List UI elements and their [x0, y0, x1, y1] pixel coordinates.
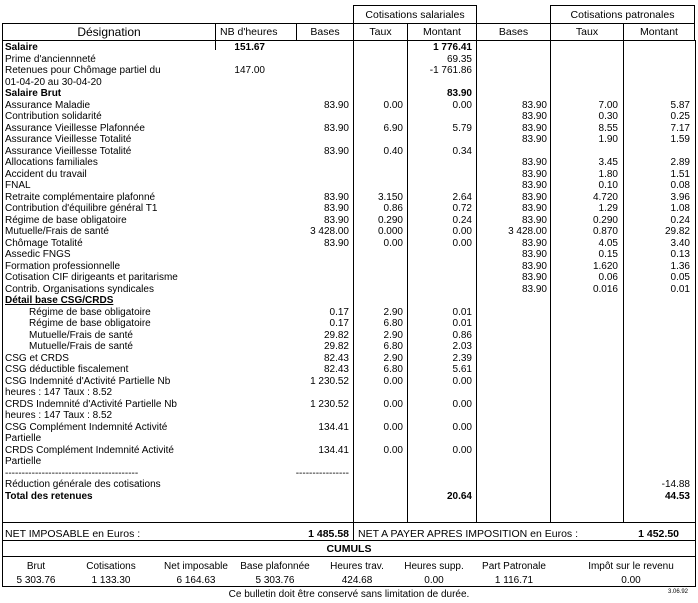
- cumuls-bottom-line: [2, 586, 696, 587]
- row-value-ts: 0.40: [383, 145, 403, 157]
- cumuls-value: 1 133.30: [91, 575, 131, 586]
- net-imposable-value: 1 485.58: [308, 528, 349, 540]
- row-label: Régime de base obligatoire: [29, 306, 151, 318]
- row-value-b: 82.43: [323, 352, 349, 364]
- row-value-ms: 83.90: [446, 88, 472, 99]
- row-value-mp: 29.82: [664, 226, 690, 237]
- row-label: CSG Complément Indemnité Activité: [5, 421, 168, 433]
- row-label: Salaire: [5, 42, 38, 53]
- cumuls-value: 424.68: [341, 575, 373, 586]
- row-value-tp: 1.620: [592, 260, 618, 272]
- cumuls-header: Brut: [26, 561, 46, 572]
- row-value-tp: 0.30: [598, 111, 618, 122]
- net-imposable-label: NET IMPOSABLE en Euros :: [5, 528, 141, 540]
- row-value-bp: 83.90: [521, 122, 547, 134]
- row-value-nb: 147.00: [234, 65, 265, 76]
- row-value-bp: 83.90: [521, 134, 547, 145]
- row-value-b: 83.90: [323, 99, 349, 111]
- row-label: Salaire Brut: [5, 88, 62, 99]
- row-label: Partielle: [5, 456, 42, 467]
- row-value-bp: 83.90: [521, 283, 547, 295]
- row-value-tp: 0.016: [592, 283, 618, 295]
- row-value-tp: 0.870: [592, 226, 618, 237]
- row-value-bp: 83.90: [521, 272, 547, 283]
- row-value-b: 134.41: [318, 421, 349, 433]
- net-bottom-line: [2, 540, 696, 541]
- row-value-ms: 0.34: [452, 145, 472, 157]
- row-value-bp: 83.90: [521, 180, 547, 191]
- row-value-b: 3 428.00: [310, 226, 349, 237]
- taux-pat-label: Taux: [575, 26, 599, 38]
- row-label: Retenues pour Chômage partiel du: [5, 65, 161, 76]
- row-value-ms: 0.00: [452, 226, 472, 237]
- row-value-ts: 0.00: [383, 99, 403, 111]
- header-cot-pat-group: [550, 5, 695, 24]
- header-taux-pat: [550, 23, 624, 41]
- cumuls-value: 6 164.63: [176, 575, 216, 586]
- row-value-b: 83.90: [323, 203, 349, 214]
- bases-label: Bases: [310, 26, 340, 38]
- cumuls-header: Heures supp.: [404, 561, 464, 572]
- row-value-ts: 2.90: [383, 329, 403, 341]
- row-value-bp: 83.90: [521, 203, 547, 214]
- row-label: Détail base CSG/CRDS: [5, 295, 114, 306]
- row-label: Cotisation CIF dirigeants et paritarisme: [5, 272, 178, 283]
- row-label: CSG déductible fiscalement: [5, 364, 129, 375]
- frame-right: [695, 40, 696, 523]
- cumuls-value: 0.00: [621, 575, 641, 586]
- row-value-ts: 0.00: [383, 237, 403, 249]
- row-value-ms: 2.39: [452, 352, 472, 364]
- row-label: CRDS Indemnité d'Activité Partielle Nb: [5, 398, 177, 410]
- col-divider-2: [353, 40, 354, 523]
- cumuls-title: CUMULS: [326, 543, 372, 555]
- row-value-mp: 1.51: [670, 168, 690, 180]
- row-value-tp: 0.10: [598, 180, 618, 191]
- montant-pat-label: Montant: [640, 26, 678, 38]
- row-value-tp: 4.05: [598, 237, 618, 249]
- cumuls-value: 5 303.76: [255, 575, 295, 586]
- row-label: Mutuelle/Frais de santé: [29, 341, 133, 352]
- header-bases: [296, 23, 354, 41]
- row-value-ts: 0.00: [383, 398, 403, 410]
- row-value-b: 83.90: [323, 237, 349, 249]
- cumuls-value: 0.00: [424, 575, 444, 586]
- row-value-mp: 0.05: [670, 272, 690, 283]
- row-label: FNAL: [5, 180, 31, 191]
- header-designation: [2, 23, 216, 41]
- row-value-tp: 0.06: [598, 272, 618, 283]
- cot-sal-group-label: Cotisations salariales: [365, 8, 465, 21]
- row-value-ms: 69.35: [446, 53, 472, 65]
- row-value-b: 83.90: [323, 191, 349, 203]
- row-label: Prime d'anciennneté: [5, 53, 96, 65]
- col-divider-1: [215, 40, 216, 50]
- cumuls-header: Part Patronale: [482, 561, 546, 572]
- row-label: Assurance Maladie: [5, 99, 91, 111]
- row-value-tp: 1.29: [598, 203, 618, 214]
- row-value-b: 0.17: [329, 306, 349, 318]
- row-label: Contribution solidarité: [5, 111, 102, 122]
- row-value-ms: 0.00: [452, 421, 472, 433]
- row-value-tp: 0.15: [598, 249, 618, 260]
- row-value-ts: 0.86: [383, 203, 403, 214]
- row-value-ts: 3.150: [377, 191, 403, 203]
- col-divider-6: [623, 40, 624, 523]
- row-value-mp: 3.40: [670, 237, 690, 249]
- cumuls-value: 1 116.71: [494, 575, 534, 586]
- header-cot-sal-group: [353, 5, 477, 24]
- designation-label: Désignation: [77, 25, 141, 39]
- header-montant-sal: [407, 23, 477, 41]
- cumuls-header: Heures trav.: [330, 561, 384, 572]
- row-label: CRDS Complément Indemnité Activité: [5, 444, 174, 456]
- cumuls-header: Impôt sur le revenu: [588, 561, 674, 572]
- row-value-mp: 0.25: [670, 111, 690, 122]
- header-nb-heures: [215, 23, 297, 41]
- header-montant-pat: [623, 23, 695, 41]
- row-value-ts: 6.80: [383, 341, 403, 352]
- row-value-ms: 0.00: [452, 398, 472, 410]
- row-label: Allocations familiales: [5, 157, 98, 168]
- row-value-ms: 1 776.41: [433, 42, 472, 53]
- row-label: Mutuelle/Frais de santé: [5, 226, 109, 237]
- row-value-ts: 2.90: [383, 352, 403, 364]
- row-value-b: 83.90: [323, 122, 349, 134]
- row-value-b: ----------------: [295, 467, 349, 479]
- cumuls-header: Net imposable: [164, 561, 228, 572]
- row-value-mp: 2.89: [670, 157, 690, 168]
- row-value-tp: 1.90: [598, 134, 618, 145]
- row-value-tp: 0.290: [592, 214, 618, 226]
- row-value-ms: 0.24: [452, 214, 472, 226]
- net-top-line: [2, 522, 696, 523]
- row-value-ms: 0.86: [452, 329, 472, 341]
- cumuls-header: Base plafonnée: [240, 561, 310, 572]
- row-label: heures : 147 Taux : 8.52: [5, 387, 113, 398]
- col-divider-4: [476, 40, 477, 523]
- row-value-ts: 6.90: [383, 122, 403, 134]
- frame-left: [2, 40, 3, 523]
- row-value-bp: 83.90: [521, 99, 547, 111]
- row-value-mp: 0.13: [670, 249, 690, 260]
- row-value-ms: 20.64: [446, 490, 472, 502]
- row-label: heures : 147 Taux : 8.52: [5, 410, 113, 421]
- row-value-ms: -1 761.86: [429, 65, 472, 76]
- header-bases-pat: [476, 23, 551, 41]
- row-label: Partielle: [5, 433, 42, 444]
- row-value-mp: 1.59: [670, 134, 690, 145]
- row-value-mp: -14.88: [661, 479, 690, 490]
- row-label: Contrib. Organisations syndicales: [5, 283, 154, 295]
- row-label: 01-04-20 au 30-04-20: [5, 76, 102, 88]
- row-label: Contribution d'équilibre général T1: [5, 203, 158, 214]
- row-value-bp: 83.90: [521, 237, 547, 249]
- row-value-mp: 0.24: [670, 214, 690, 226]
- row-value-bp: 83.90: [521, 111, 547, 122]
- row-value-bp: 83.90: [521, 168, 547, 180]
- row-value-ts: 2.90: [383, 306, 403, 318]
- row-value-ts: 6.80: [383, 364, 403, 375]
- row-value-bp: 83.90: [521, 249, 547, 260]
- row-label: Régime de base obligatoire: [29, 318, 151, 329]
- row-value-ms: 5.79: [452, 122, 472, 134]
- row-value-mp: 0.08: [670, 180, 690, 191]
- cumuls-title-line: [2, 556, 696, 557]
- row-value-ms: 5.61: [452, 364, 472, 375]
- row-value-b: 83.90: [323, 214, 349, 226]
- row-label: Accident du travail: [5, 168, 87, 180]
- taux-sal-label: Taux: [369, 26, 392, 38]
- row-label: Total des retenues: [5, 490, 93, 502]
- row-label: Régime de base obligatoire: [5, 214, 127, 226]
- row-label: CSG Indemnité d'Activité Partielle Nb: [5, 375, 171, 387]
- row-value-mp: 7.17: [670, 122, 690, 134]
- row-value-bp: 83.90: [521, 260, 547, 272]
- row-value-b: 134.41: [318, 444, 349, 456]
- row-value-tp: 8.55: [598, 122, 618, 134]
- row-value-ts: 0.00: [383, 444, 403, 456]
- row-value-ts: 6.80: [383, 318, 403, 329]
- row-value-nb: 151.67: [234, 42, 265, 53]
- cumuls-header: Cotisations: [86, 561, 136, 572]
- row-value-ms: 0.00: [452, 375, 472, 387]
- row-value-ms: 0.00: [452, 99, 472, 111]
- row-value-ts: 0.00: [383, 421, 403, 433]
- row-value-ms: 0.01: [452, 318, 472, 329]
- row-value-bp: 83.90: [521, 214, 547, 226]
- row-value-mp: 1.08: [670, 203, 690, 214]
- row-label: ----------------------------------------: [5, 467, 139, 479]
- row-label: CSG et CRDS: [5, 352, 69, 364]
- header-taux-sal: [353, 23, 408, 41]
- row-value-ts: 0.00: [383, 375, 403, 387]
- row-label: Assedic FNGS: [5, 249, 71, 260]
- net-divider: [353, 522, 354, 540]
- row-label: Assurance Vieillesse Totalité: [5, 145, 132, 157]
- version-label: 3.06.92: [668, 589, 689, 595]
- row-value-mp: 44.53: [664, 490, 690, 502]
- row-value-tp: 7.00: [598, 99, 618, 111]
- row-value-ms: 2.03: [452, 341, 472, 352]
- col-divider-3: [407, 40, 408, 523]
- row-label: Assurance Vieillesse Plafonnée: [5, 122, 145, 134]
- net-payer-value: 1 452.50: [638, 528, 679, 540]
- montant-sal-label: Montant: [423, 26, 461, 38]
- row-value-tp: 4.720: [592, 191, 618, 203]
- row-value-b: 83.90: [323, 145, 349, 157]
- row-value-mp: 0.01: [670, 283, 690, 295]
- row-value-b: 0.17: [329, 318, 349, 329]
- row-value-ms: 0.00: [452, 237, 472, 249]
- cumuls-value: 5 303.76: [16, 575, 56, 586]
- row-label: Mutuelle/Frais de santé: [29, 329, 133, 341]
- row-value-mp: 1.36: [670, 260, 690, 272]
- row-value-mp: 5.87: [670, 99, 690, 111]
- row-value-bp: 3 428.00: [508, 226, 547, 237]
- col-divider-5: [550, 40, 551, 523]
- row-value-b: 29.82: [323, 329, 349, 341]
- row-value-ms: 0.72: [452, 203, 472, 214]
- row-value-tp: 1.80: [598, 168, 618, 180]
- row-label: Assurance Vieillesse Totalité: [5, 134, 132, 145]
- row-value-b: 29.82: [323, 341, 349, 352]
- nb-heures-label: NB d'heures: [220, 26, 278, 38]
- row-value-bp: 83.90: [521, 191, 547, 203]
- row-value-b: 1 230.52: [310, 375, 349, 387]
- bases-pat-label: Bases: [498, 26, 529, 38]
- row-value-ms: 0.00: [452, 444, 472, 456]
- row-value-b: 1 230.52: [310, 398, 349, 410]
- row-value-mp: 3.96: [670, 191, 690, 203]
- cot-pat-group-label: Cotisations patronales: [570, 8, 675, 21]
- row-label: Réduction générale des cotisations: [5, 479, 161, 490]
- row-value-ts: 0.290: [377, 214, 403, 226]
- row-value-ms: 0.01: [452, 306, 472, 318]
- row-value-bp: 83.90: [521, 157, 547, 168]
- row-label: Retraite complémentaire plafonné: [5, 191, 156, 203]
- row-value-b: 82.43: [323, 364, 349, 375]
- row-value-ms: 2.64: [452, 191, 472, 203]
- row-value-ts: 0.000: [377, 226, 403, 237]
- row-label: Formation professionnelle: [5, 260, 121, 272]
- row-value-tp: 3.45: [598, 157, 618, 168]
- footer-note: Ce bulletin doit être conservé sans limitation de durée.: [228, 589, 470, 600]
- row-label: Chômage Totalité: [5, 237, 83, 249]
- net-payer-label: NET A PAYER APRES IMPOSITION en Euros :: [358, 528, 578, 540]
